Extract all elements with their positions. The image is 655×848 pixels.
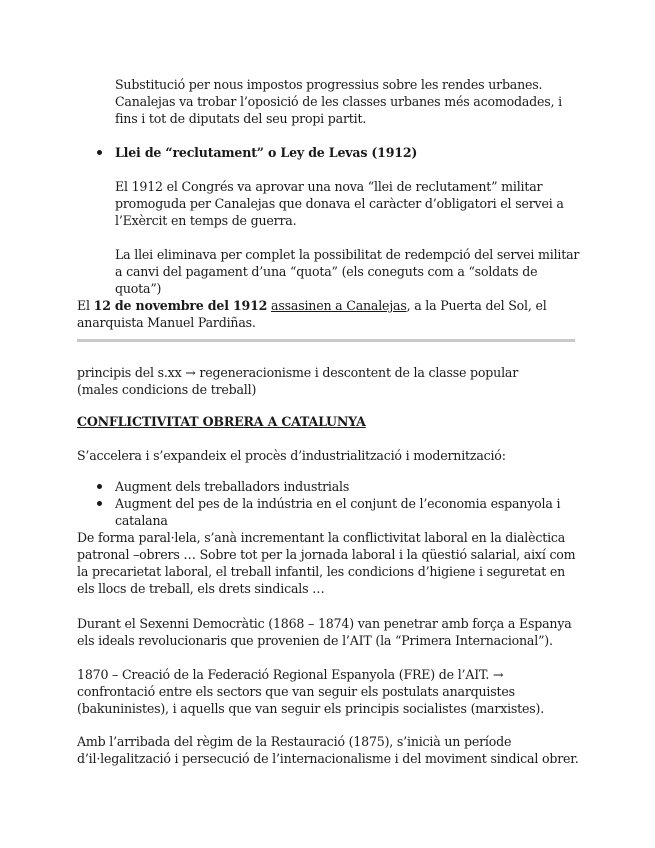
paragraph-assassination <box>77 297 582 331</box>
paragraph-reclutament: El 1912 el Congrés va aprovar una nova “llei de reclutament” militar promoguda per Canalejas que donava el caràcter d’obligatori el servei a l’Exèrcit en temps de guerra. <box>115 179 564 228</box>
list-item: Augment del pes de la indústria en el conjunt de l’economia espanyola i catalana <box>115 496 561 528</box>
assassination-event: assasinen a Canalejas <box>271 298 407 313</box>
assassination-date: 12 de novembre del 1912 <box>93 298 268 313</box>
paragraph-paralela: De forma paral·lela, s’anà incrementant la conflictivitat laboral en la dialèctica patronal –obrers … Sobre tot per la jornada laboral i la qüestió salarial, així com la precarietat laboral, el treball infantil, les condicions d’higiene i seguretat en els llocs de treball, els drets sindicals … <box>77 530 576 596</box>
section-heading: CONFLICTIVITAT OBRERA A CATALUNYA <box>77 414 366 429</box>
paragraph-sexenni: Durant el Sexenni Democràtic (1868 – 1874) van penetrar amb força a Espanya els ideals revolucionaris que provenien de l’AIT (la “Primera Internacional”). <box>77 616 572 648</box>
bullet-heading-ley-de-levas: Llei de “reclutament” o Ley de Levas (1912) <box>115 145 418 160</box>
paragraph-urban-taxes: Substitució per nous impostos progressius sobre les rendes urbanes. Canalejas va trobar l’oposició de les classes urbanes més acomodades, i fins i tot de diputats del seu propi partit. <box>115 77 562 126</box>
paragraph-restauracio: Amb l’arribada del règim de la Restauració (1875), s’inicià un període d’il·legalització i persecució de l’internacionalisme i del moviment sindical obrer. <box>77 734 579 766</box>
paragraph-intro: S’accelera i s’expandeix el procès d’industrialització i modernització: <box>77 448 506 463</box>
paragraph-quota: La llei eliminava per complet la possibilitat de redempció del servei militar a canvi del pagament d’una “quota” (els coneguts com a “soldats de quota”) <box>115 247 580 296</box>
assassination-suffix: , a la Puerta del Sol, el anarquista Manuel Pardiñas. <box>77 298 547 330</box>
bullet-dot <box>97 150 102 155</box>
paragraph-principis: principis del s.xx → regeneracionisme i descontent de la classe popular (males condicions de treball) <box>77 365 519 397</box>
assassination-prefix: El <box>77 298 94 313</box>
horizontal-rule <box>77 339 575 342</box>
bullet-dot <box>97 501 102 506</box>
list-item: Augment dels treballadors industrials <box>115 479 350 494</box>
bullet-dot <box>97 484 102 489</box>
paragraph-fre: 1870 – Creació de la Federació Regional Espanyola (FRE) de l’AIT. → confrontació entre els sectors que van seguir els postulats anarquistes (bakuninistes), i aquells que van seguir els principis socialistes (marxistes). <box>77 667 545 716</box>
